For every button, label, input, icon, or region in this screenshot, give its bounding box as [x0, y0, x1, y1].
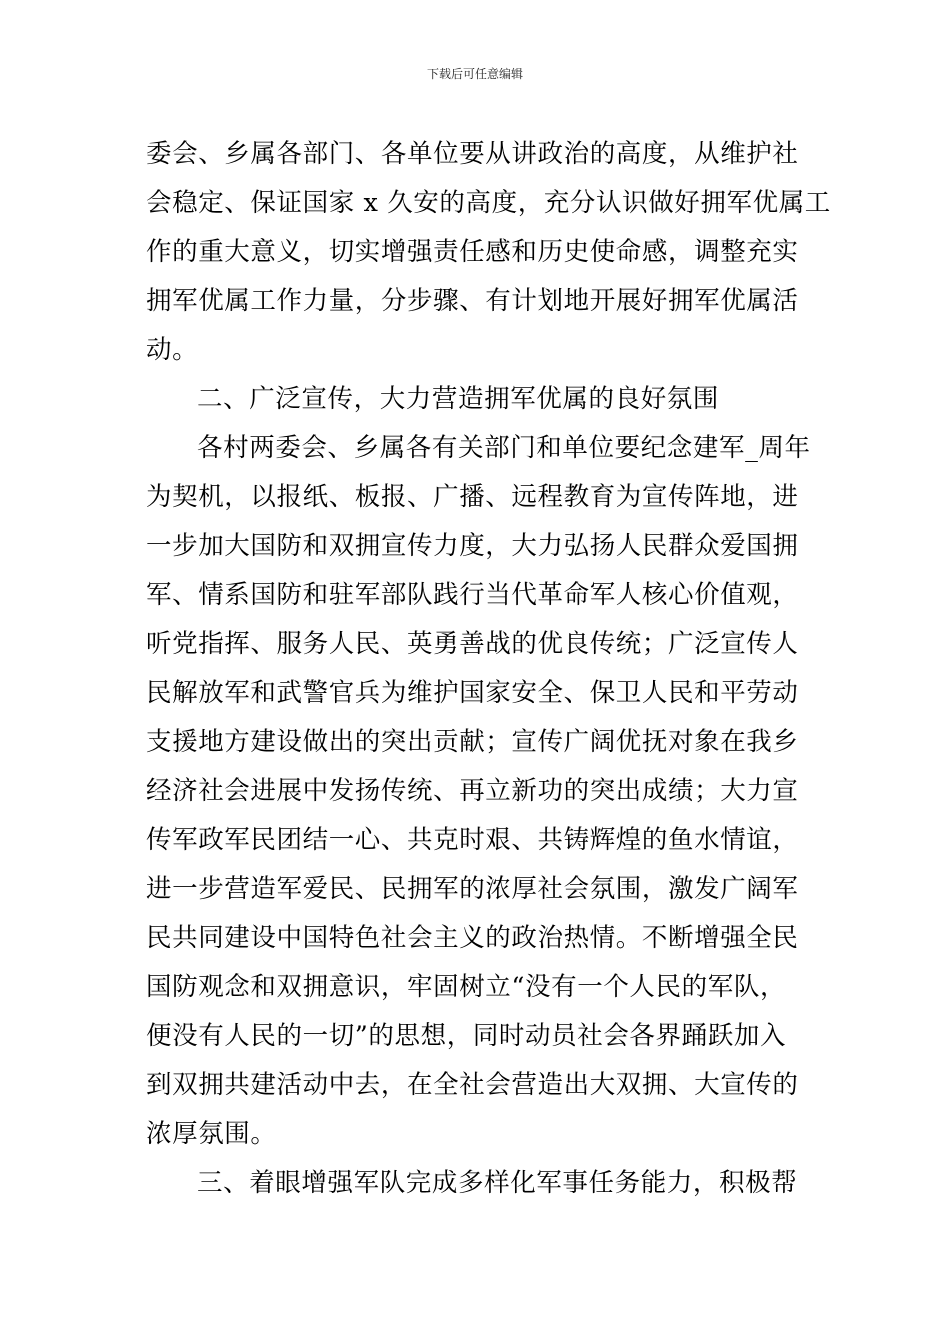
text-line: 作的重大意义，切实增强责任感和历史使命感，调整充实	[146, 237, 799, 267]
text-line: 民解放军和武警官兵为维护国家安全、保卫人民和平劳动	[146, 678, 799, 708]
text-line: 动。	[146, 335, 199, 365]
text-line: 便没有人民的一切”的思想，同时动员社会各界踊跃加入	[146, 1021, 787, 1051]
section-heading-3: 三、着眼增强军队完成多样化军事任务能力，积极帮	[197, 1168, 798, 1198]
text-line: 委会、乡属各部门、各单位要从讲政治的高度，从维护社	[146, 139, 799, 169]
text-line: 国防观念和双拥意识，牢固树立“没有一个人民的军队，	[146, 972, 787, 1002]
text-line: 进一步营造军爱民、民拥军的浓厚社会氛围，激发广阔军	[146, 874, 799, 904]
text-line: 民共同建设中国特色社会主义的政治热情。不断增强全民	[146, 923, 799, 953]
text-line: 支援地方建设做出的突出贡献；宣传广阔优抚对象在我乡	[146, 727, 799, 757]
text-line: 军、情系国防和驻军部队践行当代革命军人核心价值观，	[146, 580, 799, 610]
text-line: 各村两委会、乡属各有关部门和单位要纪念建军_周年	[197, 433, 811, 463]
text-line: 浓厚氛围。	[146, 1119, 277, 1149]
page-header: 下载后可任意编辑	[426, 67, 523, 81]
text-line: 传军政军民团结一心、共克时艰、共铸辉煌的鱼水情谊，	[146, 825, 799, 855]
text-line: 听党指挥、服务人民、英勇善战的优良传统；广泛宣传人	[146, 629, 799, 659]
text-line: 经济社会进展中发扬传统、再立新功的突出成绩；大力宣	[146, 776, 799, 806]
text-line: 一步加大国防和双拥宣传力度，大力弘扬人民群众爱国拥	[146, 531, 799, 561]
document-body	[146, 130, 831, 1208]
text-line: 拥军优属工作力量，分步骤、有计划地开展好拥军优属活	[146, 286, 799, 316]
text-line: 为契机，以报纸、板报、广播、远程教育为宣传阵地，进	[146, 482, 799, 512]
text-line: 到双拥共建活动中去，在全社会营造出大双拥、大宣传的	[146, 1070, 799, 1100]
text-line: 会稳定、保证国家 x 久安的高度，充分认识做好拥军优属工	[146, 188, 831, 218]
section-heading-2: 二、广泛宣传，大力营造拥军优属的良好氛围	[197, 384, 720, 414]
